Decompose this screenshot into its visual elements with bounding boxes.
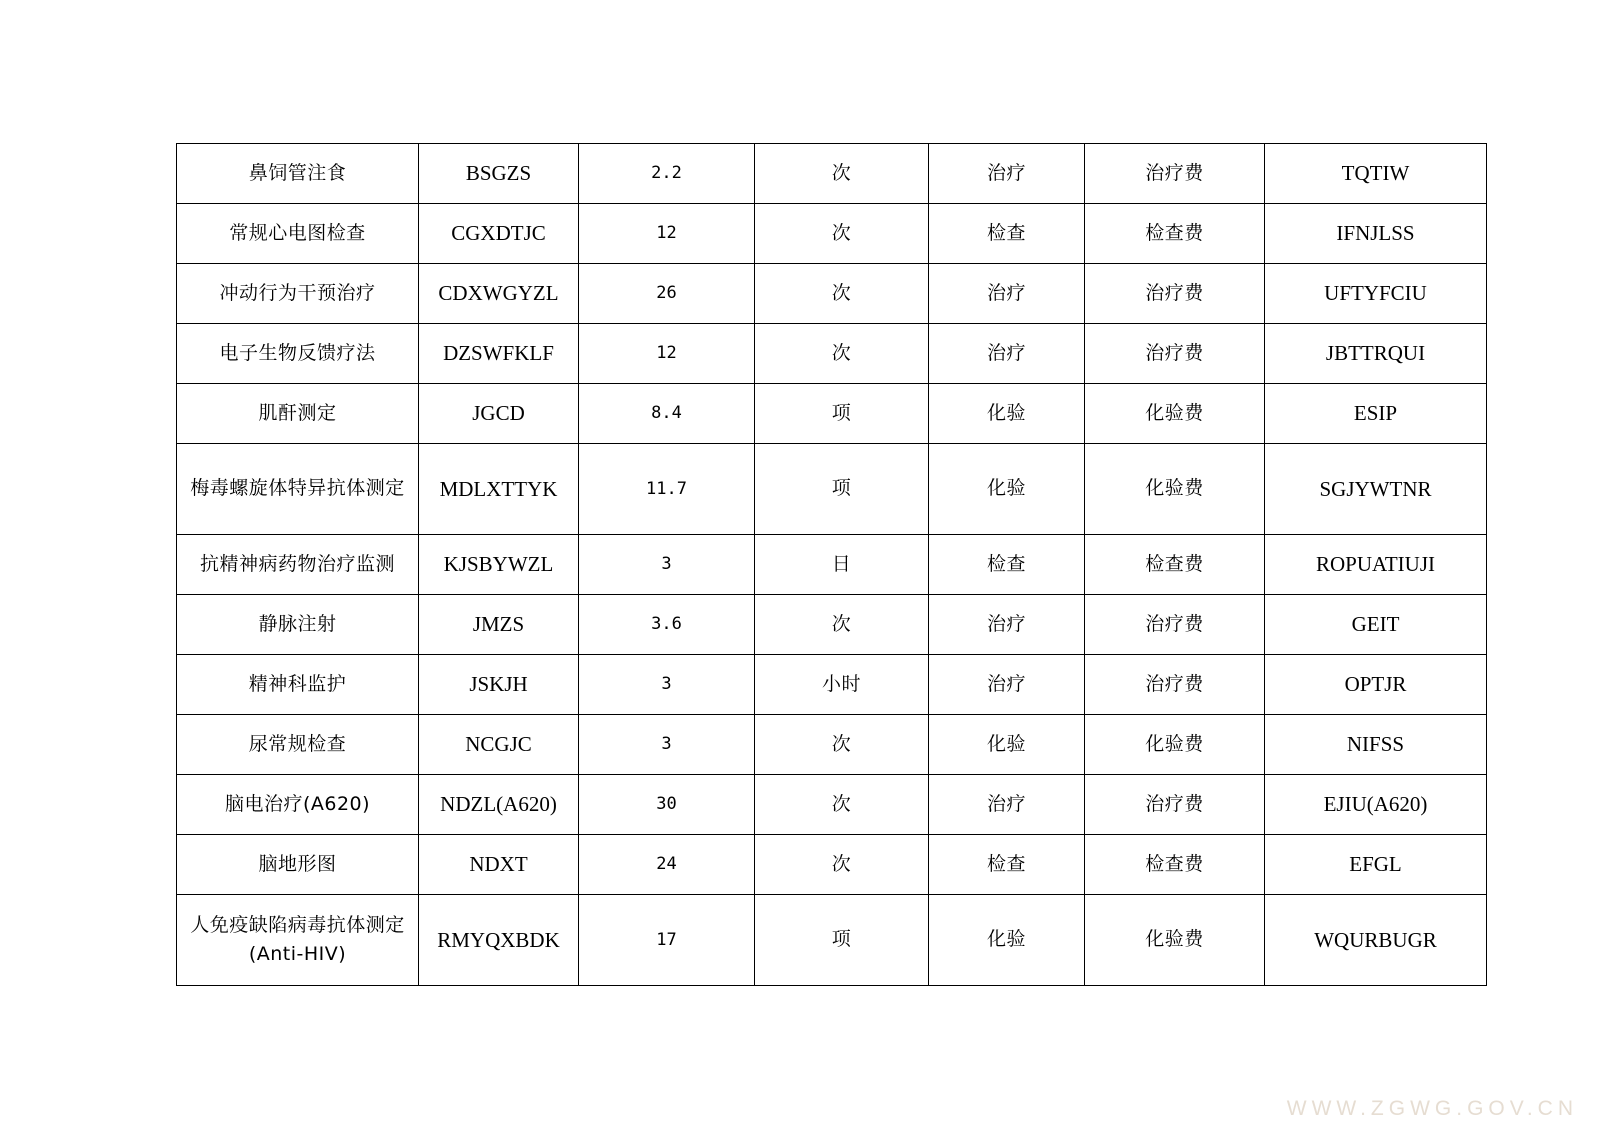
cell-unit: 次	[755, 715, 929, 775]
cell-code: NCGJC	[419, 715, 579, 775]
table-row	[177, 595, 1487, 655]
cell-unit: 次	[755, 835, 929, 895]
cell-fee-type: 检查费	[1085, 204, 1265, 264]
cell-fee-type: 治疗费	[1085, 655, 1265, 715]
cell-category: 检查	[929, 204, 1085, 264]
cell-category: 化验	[929, 715, 1085, 775]
cell-category: 治疗	[929, 655, 1085, 715]
cell-code: CGXDTJC	[419, 204, 579, 264]
table-row	[177, 264, 1487, 324]
table-row	[177, 715, 1487, 775]
cell-ref-code: EJIU(A620)	[1265, 775, 1487, 835]
cell-category: 治疗	[929, 775, 1085, 835]
cell-code: CDXWGYZL	[419, 264, 579, 324]
cell-price: 2.2	[579, 144, 755, 204]
cell-ref-code: EFGL	[1265, 835, 1487, 895]
cell-ref-code: OPTJR	[1265, 655, 1487, 715]
cell-ref-code: JBTTRQUI	[1265, 324, 1487, 384]
cell-code: NDXT	[419, 835, 579, 895]
table-row	[177, 384, 1487, 444]
cell-ref-code: IFNJLSS	[1265, 204, 1487, 264]
cell-code: BSGZS	[419, 144, 579, 204]
table-row	[177, 204, 1487, 264]
cell-category: 化验	[929, 444, 1085, 535]
cell-category: 治疗	[929, 264, 1085, 324]
table-body	[177, 144, 1487, 986]
cell-item-name: 电子生物反馈疗法	[177, 324, 419, 384]
cell-price: 11.7	[579, 444, 755, 535]
table-row	[177, 775, 1487, 835]
cell-fee-type: 化验费	[1085, 715, 1265, 775]
cell-item-name: 鼻饲管注食	[177, 144, 419, 204]
cell-item-name: 冲动行为干预治疗	[177, 264, 419, 324]
cell-item-name: 常规心电图检查	[177, 204, 419, 264]
cell-fee-type: 治疗费	[1085, 264, 1265, 324]
cell-code: NDZL(A620)	[419, 775, 579, 835]
cell-unit: 项	[755, 444, 929, 535]
cell-unit: 次	[755, 324, 929, 384]
cell-price: 12	[579, 204, 755, 264]
cell-ref-code: ROPUATIUJI	[1265, 535, 1487, 595]
cell-fee-type: 治疗费	[1085, 144, 1265, 204]
cell-item-name: 静脉注射	[177, 595, 419, 655]
cell-ref-code: ESIP	[1265, 384, 1487, 444]
cell-code: JSKJH	[419, 655, 579, 715]
cell-code: RMYQXBDK	[419, 895, 579, 986]
cell-item-name: 梅毒螺旋体特异抗体测定	[177, 444, 419, 535]
cell-price: 26	[579, 264, 755, 324]
cell-fee-type: 检查费	[1085, 835, 1265, 895]
cell-price: 12	[579, 324, 755, 384]
table-row	[177, 444, 1487, 535]
cell-unit: 项	[755, 895, 929, 986]
cell-unit: 日	[755, 535, 929, 595]
cell-unit: 次	[755, 595, 929, 655]
cell-code: KJSBYWZL	[419, 535, 579, 595]
cell-ref-code: TQTIW	[1265, 144, 1487, 204]
cell-ref-code: SGJYWTNR	[1265, 444, 1487, 535]
medical-service-price-table	[176, 143, 1487, 986]
cell-item-name: 肌酐测定	[177, 384, 419, 444]
cell-fee-type: 治疗费	[1085, 775, 1265, 835]
table-row	[177, 535, 1487, 595]
cell-ref-code: GEIT	[1265, 595, 1487, 655]
cell-price: 3	[579, 715, 755, 775]
cell-category: 化验	[929, 384, 1085, 444]
cell-price: 3.6	[579, 595, 755, 655]
cell-unit: 次	[755, 264, 929, 324]
cell-code: DZSWFKLF	[419, 324, 579, 384]
cell-category: 检查	[929, 535, 1085, 595]
watermark: WWW.ZGWG.GOV.CN	[1286, 1097, 1578, 1120]
cell-unit: 小时	[755, 655, 929, 715]
cell-category: 治疗	[929, 595, 1085, 655]
cell-code: MDLXTTYK	[419, 444, 579, 535]
cell-price: 8.4	[579, 384, 755, 444]
table-row	[177, 144, 1487, 204]
cell-item-name: 尿常规检查	[177, 715, 419, 775]
cell-unit: 项	[755, 384, 929, 444]
cell-category: 治疗	[929, 144, 1085, 204]
cell-unit: 次	[755, 204, 929, 264]
cell-fee-type: 化验费	[1085, 444, 1265, 535]
cell-price: 17	[579, 895, 755, 986]
cell-price: 24	[579, 835, 755, 895]
cell-unit: 次	[755, 144, 929, 204]
cell-category: 检查	[929, 835, 1085, 895]
cell-unit: 次	[755, 775, 929, 835]
cell-fee-type: 检查费	[1085, 535, 1265, 595]
table-row	[177, 895, 1487, 986]
cell-category: 化验	[929, 895, 1085, 986]
cell-fee-type: 治疗费	[1085, 324, 1265, 384]
cell-fee-type: 治疗费	[1085, 595, 1265, 655]
cell-price: 3	[579, 535, 755, 595]
cell-ref-code: UFTYFCIU	[1265, 264, 1487, 324]
price-table-container	[176, 143, 1486, 986]
table-row	[177, 655, 1487, 715]
cell-ref-code: NIFSS	[1265, 715, 1487, 775]
table-row	[177, 324, 1487, 384]
cell-item-name: 脑地形图	[177, 835, 419, 895]
cell-ref-code: WQURBUGR	[1265, 895, 1487, 986]
cell-fee-type: 化验费	[1085, 895, 1265, 986]
table-row	[177, 835, 1487, 895]
cell-fee-type: 化验费	[1085, 384, 1265, 444]
cell-item-name: 人免疫缺陷病毒抗体测定(Anti-HIV)	[177, 895, 419, 986]
cell-price: 3	[579, 655, 755, 715]
cell-item-name: 抗精神病药物治疗监测	[177, 535, 419, 595]
cell-category: 治疗	[929, 324, 1085, 384]
cell-code: JGCD	[419, 384, 579, 444]
cell-item-name: 脑电治疗(A620)	[177, 775, 419, 835]
cell-price: 30	[579, 775, 755, 835]
cell-item-name: 精神科监护	[177, 655, 419, 715]
cell-code: JMZS	[419, 595, 579, 655]
